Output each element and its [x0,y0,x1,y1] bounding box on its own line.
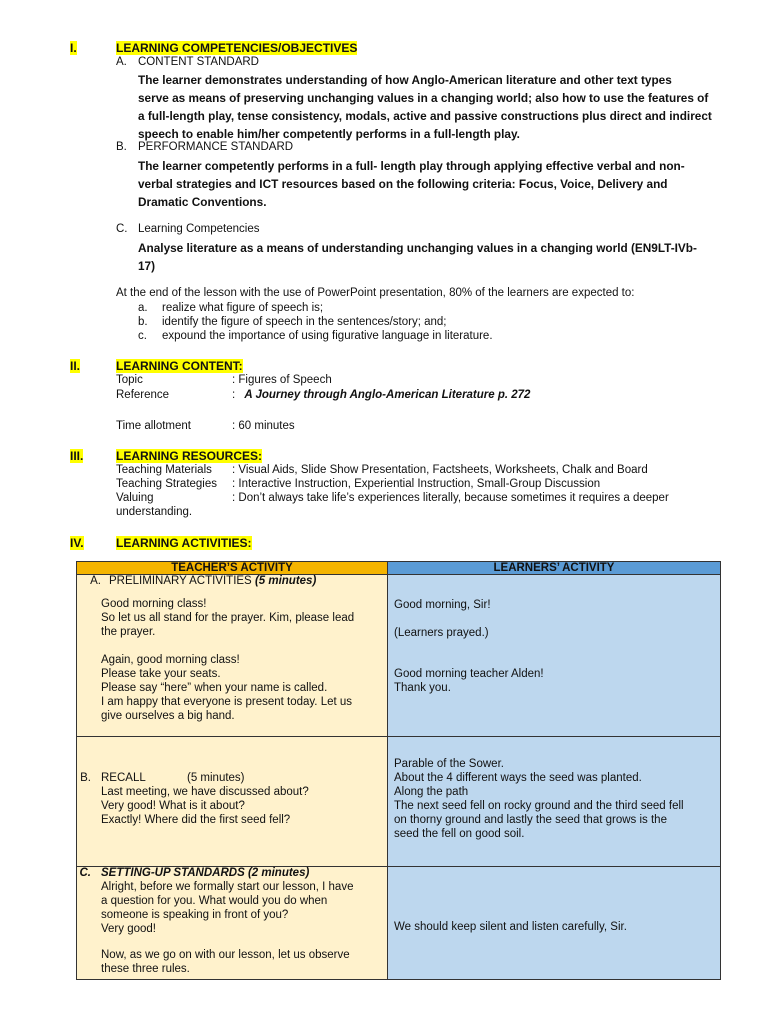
content-standard-heading: CONTENT STANDARD [138,56,259,68]
teaching-strategies-label: Teaching Strategies [116,478,218,490]
teacher-line: Alright, before we formally start our lesson, I have [101,881,354,893]
learner-line: Parable of the Sower. [394,758,504,770]
performance-standard-line: The learner competently performs in a full- length play through applying effective verbal and non- [138,159,685,173]
teacher-cell-standards [77,867,388,980]
topic-value: : Figures of Speech [232,374,332,386]
objective-item [138,330,493,342]
content-standard-line: speech to enable him/her competently performs in a full-length play. [138,127,520,141]
recall-time: (5 minutes) [187,772,245,784]
performance-standard-letter: B. [116,141,127,153]
performance-standard-text [138,157,728,211]
learning-competencies-letter: C. [116,223,128,235]
objective-letter: b. [138,316,148,328]
standards-letter: C. [79,867,91,879]
performance-standard-heading: PERFORMANCE STANDARD [138,141,294,153]
learner-line: We should keep silent and listen carefully, Sir. [394,921,627,933]
teaching-strategies-value: : Interactive Instruction, Experiential Instruction, Small-Group Discussion [232,478,601,490]
teacher-line: Please say “here” when your name is called. [101,682,328,694]
objective-item [138,302,323,314]
section-2-title: LEARNING CONTENT: [116,359,243,373]
teacher-activity-header: TEACHER’S ACTIVITY [77,562,388,575]
content-standard-label [116,56,259,68]
reference-title: A Journey through Anglo-American Literature p. 272 [244,389,531,401]
objective-intro: At the end of the lesson with the use of PowerPoint presentation, 80% of the learners are expected to: [116,287,635,299]
content-standard-line: serve as means of preserving unchanging values in a changing world; also how to use the features of [138,91,709,105]
table-row [77,575,721,737]
teaching-materials-label: Teaching Materials [116,464,212,476]
teacher-line: Very good! What is it about? [101,800,245,812]
reference-label: Reference [116,389,170,401]
teacher-line: Please take your seats. [101,668,221,680]
teacher-line: Now, as we go on with our lesson, let us observe [101,949,350,961]
teacher-cell-preliminary [77,575,388,737]
learner-line: on thorny ground and lastly the seed that grows is the [394,814,667,826]
teacher-line: the prayer. [101,626,156,638]
learner-line: Thank you. [394,682,451,694]
teacher-line: Very good! [101,923,156,935]
objective-text: realize what figure of speech is; [162,302,324,314]
content-standard-letter: A. [116,56,127,68]
section-3-title: LEARNING RESOURCES: [116,449,263,463]
table-row [77,737,721,867]
learner-line: The next seed fell on rocky ground and the third seed fell [394,800,684,812]
learner-line: Good morning, Sir! [394,599,491,611]
preliminary-time: (5 minutes) [254,575,317,587]
teacher-cell-recall [77,737,388,867]
preliminary-heading [77,575,316,587]
valuing-value: : Don’t always take life’s experiences literally, because sometimes it requires a deeper [232,492,669,504]
content-standard-line: a full-length play, tense consistency, modals, active and passive constructions plus direct and indirect [138,109,712,123]
standards-title: SETTING-UP STANDARDS [101,867,245,879]
learner-cell-recall [388,737,721,867]
recall-letter: B. [80,772,91,784]
standards-heading [77,867,309,879]
objective-letter: a. [138,302,148,314]
performance-standard-line: Dramatic Conventions. [138,195,267,209]
teacher-line: someone is speaking in front of you? [101,909,289,921]
teacher-line: these three rules. [101,963,190,975]
table-header-row [77,562,721,575]
content-standard-text [138,71,728,143]
teacher-line: Good morning class! [101,598,207,610]
preliminary-title: PRELIMINARY ACTIVITIES [109,575,252,587]
section-4-numeral: IV. [70,536,84,550]
reference-colon: : [232,389,236,401]
learning-competencies-heading: Learning Competencies [138,223,260,235]
learning-competencies-label [116,223,259,235]
learner-line: (Learners prayed.) [394,627,489,639]
teacher-line: I am happy that everyone is present today. Let us [101,696,353,708]
objective-text: identify the figure of speech in the sentences/story; and; [162,316,447,328]
valuing-continuation: understanding. [116,506,193,518]
learner-cell-standards [388,867,721,980]
valuing-label: Valuing [116,492,154,504]
learner-line: About the 4 different ways the seed was planted. [394,772,642,784]
section-4-title: LEARNING ACTIVITIES: [116,536,252,550]
content-standard-line: The learner demonstrates understanding of how Anglo-American literature and other text types [138,73,672,87]
standards-time: (2 minutes) [247,867,310,879]
performance-standard-line: verbal strategies and ICT resources based on the following criteria: Focus, Voice, Delivery and [138,177,668,191]
teacher-line: give ourselves a big hand. [101,710,235,722]
learner-cell-preliminary [388,575,721,737]
learning-activities-table [76,561,721,980]
preliminary-letter: A. [90,575,101,587]
teacher-line: Exactly! Where did the first seed fell? [101,814,291,826]
recall-title: RECALL [101,772,146,784]
teacher-line: Last meeting, we have discussed about? [101,786,309,798]
learner-activity-header: LEARNERS’ ACTIVITY [388,562,721,575]
objective-text: expound the importance of using figurative language in literature. [162,330,493,342]
performance-standard-label [116,141,293,153]
learner-line: Along the path [394,786,469,798]
learning-competencies-line: Analyse literature as a means of understanding unchanging values in a changing world (EN9LT-IVb- [138,241,697,255]
teaching-materials-value: : Visual Aids, Slide Show Presentation, Factsheets, Worksheets, Chalk and Board [232,464,648,476]
section-1-title: LEARNING COMPETENCIES/OBJECTIVES [116,41,358,55]
teacher-line: So let us all stand for the prayer. Kim, please lead [101,612,355,624]
learning-competencies-line: 17) [138,259,156,273]
time-allotment-value: : 60 minutes [232,420,295,432]
recall-heading [77,772,245,784]
objective-letter: c. [138,330,147,342]
section-1-numeral: I. [70,41,77,55]
table-row [77,867,721,980]
objective-item [138,316,446,328]
time-allotment-label: Time allotment [116,420,191,432]
reference-value [232,389,530,401]
section-3-numeral: III. [70,449,84,463]
section-2-numeral: II. [70,359,81,373]
learner-line: seed the fell on good soil. [394,828,525,840]
teacher-line: a question for you. What would you do when [101,895,328,907]
teacher-line: Again, good morning class! [101,654,240,666]
learner-line: Good morning teacher Alden! [394,668,544,680]
topic-label: Topic [116,374,143,386]
learning-competencies-text [138,239,728,275]
